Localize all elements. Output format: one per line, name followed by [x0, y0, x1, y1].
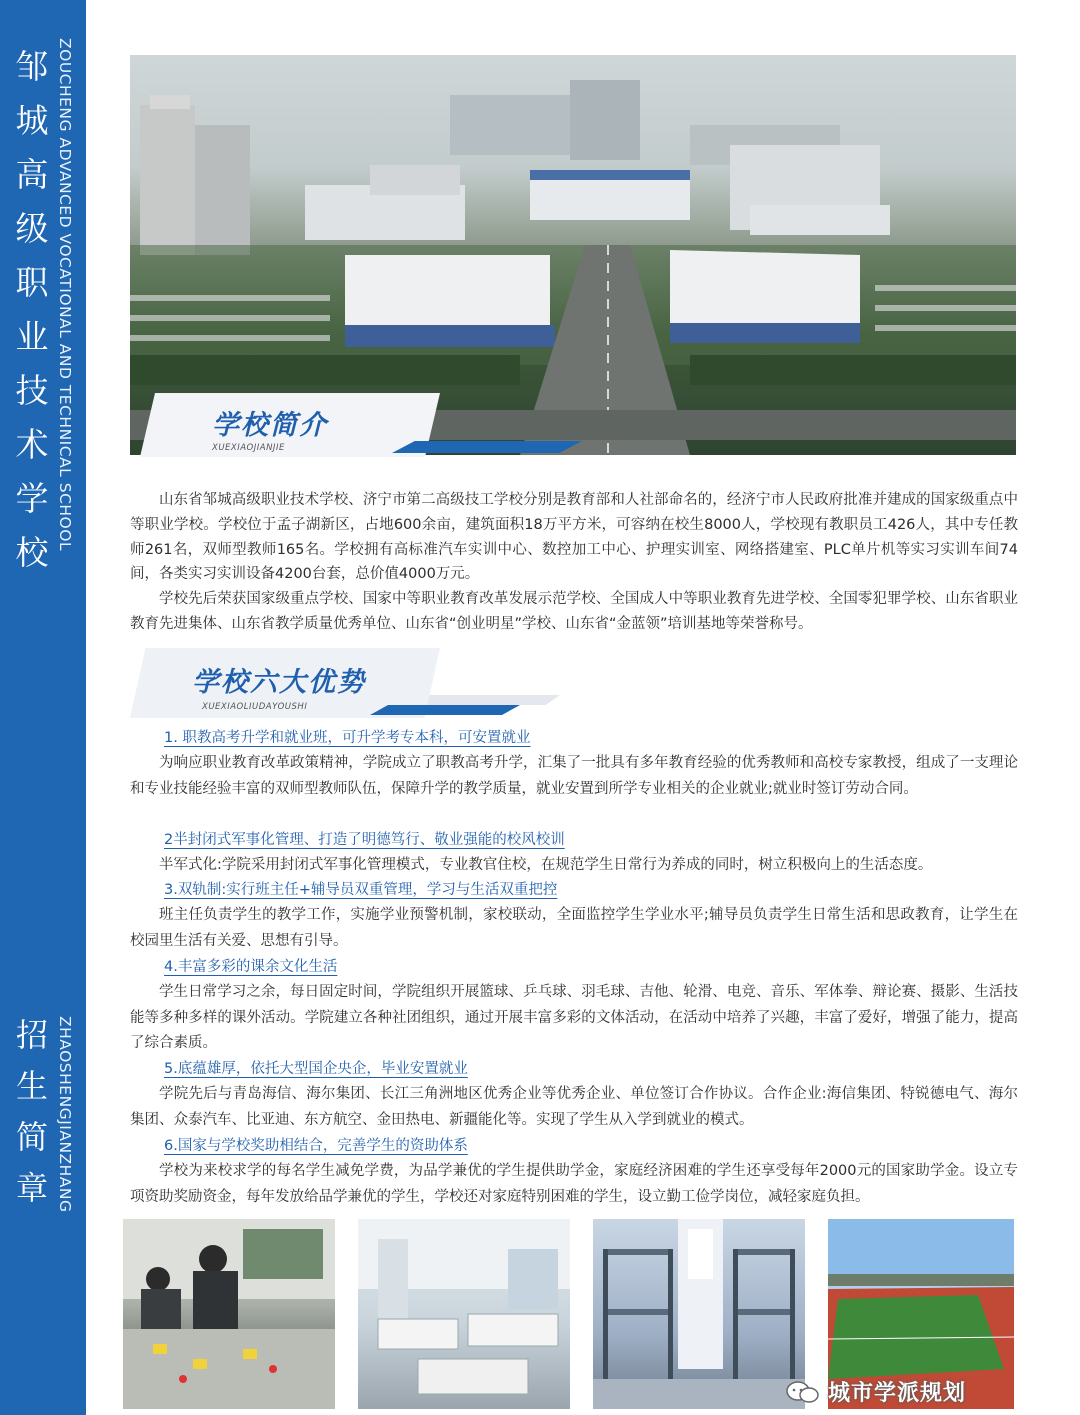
wechat-icon: [786, 1381, 820, 1403]
advantage-heading: 6.国家与学校奖助相结合，完善学生的资助体系: [164, 1138, 468, 1154]
intro-paragraph-2: 学校先后荣获国家级重点学校、国家中等职业教育改革发展示范学校、全国成人中等职业教育先进学校、全国零犯罪学校、山东省职业教育先进集体、山东省教学质量优秀单位、山东省“创业明星”学校、山东省“金蓝领”培训基地等荣誉称号。: [130, 591, 1018, 632]
advantages-subtitle: XUEXIAOLIUDAYOUSHI: [202, 702, 308, 712]
intro-paragraph-1: 山东省邹城高级职业技术学校、济宁市第二高级技工学校分别是教育部和人社部命名的，经济宁市人民政府批准并建成的国家级重点中等职业学校。学校位于孟子湖新区，占地600余亩，建筑面积18万平方米，可容纳在校生8000人，学校现有教职员工426人，其中专任教师261名，双师型教师165名。学校拥有高标准汽车实训中心、数控加工中心、护理实训室、网络搭建室、PLC单片机等实习实训车间74间，各类实习实训设备4200台套，总价值4000万元。: [130, 492, 1018, 583]
advantage-heading: 3.双轨制:实行班主任+辅导员双重管理，学习与生活双重把控: [164, 882, 558, 898]
school-name-en: ZOUCHENG ADVANCED VOCATIONAL AND TECHNICAL SCHOOL: [56, 38, 74, 552]
advantage-body: 班主任负责学生的教学工作，实施学业预警机制，家校联动，全面监控学生学业水平;辅导员负责学生日常生活和思政教育，让学生在校园里生活有关爱、思想有引导。: [130, 907, 1018, 949]
intro-subtitle: XUEXIAOJIANJIE: [212, 443, 285, 453]
advantage-heading: 1. 职教高考升学和就业班，可升学考专本科，可安置就业: [164, 730, 531, 746]
intro-section-heading: [140, 393, 440, 457]
photo-nursing-room: [358, 1219, 570, 1409]
advantages-title: 学校六大优势: [192, 667, 366, 698]
advantages-section-heading: [130, 648, 440, 718]
advantage-body: 学生日常学习之余，每日固定时间，学院组织开展篮球、乒乓球、羽毛球、吉他、轮滑、电竞、音乐、军体拳、辩论赛、摄影、生活技能等多种多样的课外活动。学院建立各种社团组织，通过开展丰富多彩的文体活动，在活动中培养了兴趣，丰富了爱好，增强了能力，提高了综合素质。: [130, 984, 1018, 1051]
sidebar-band: [0, 0, 86, 1415]
brochure-title-en: ZHAOSHENGJIANZHANG: [56, 1016, 74, 1213]
advantage-heading: 4.丰富多彩的课余文化生活: [164, 959, 338, 975]
advantage-body: 半军式化:学院采用封闭式军事化管理模式，专业教官住校，在规范学生日常行为养成的同时，树立积极向上的生活态度。: [159, 857, 933, 873]
photo-dormitory: [593, 1219, 805, 1409]
photo-training-lab: [123, 1219, 335, 1409]
advantage-body: 为响应职业教育改革政策精神，学院成立了职教高考升学，汇集了一批具有多年教育经验的优秀教师和高校专家教授，组成了一支理论和专业技能经验丰富的双师型教师队伍，保障升学的教学质量，就业安置到所学专业相关的企业就业;就业时签订劳动合同。: [130, 755, 1018, 797]
heading-accent-bar: [392, 441, 582, 453]
advantage-body: 学院先后与青岛海信、海尔集团、长江三角洲地区优秀企业等优秀企业、单位签订合作协议。合作企业:海信集团、特锐德电气、海尔集团、众泰汽车、比亚迪、东方航空、金田热电、新疆能化等。实现了学生从入学到就业的模式。: [130, 1086, 1018, 1128]
brochure-title-cn: 招生简章: [15, 1016, 48, 1207]
advantage-heading: 5.底蕴雄厚，依托大型国企央企，毕业安置就业: [164, 1061, 468, 1077]
watermark-text: 城市学派规划: [828, 1381, 967, 1406]
intro-title: 学校简介: [212, 410, 328, 441]
heading-accent-bar: [370, 705, 520, 715]
advantage-body: 学校为来校求学的每名学生减免学费，为品学兼优的学生提供助学金，家庭经济困难的学生还享受每年2000元的国家助学金。设立专项资助奖励资金，每年发放给品学兼优的学生，学校还对家庭特别困难的学生，设立勤工俭学岗位，减轻家庭负担。: [130, 1163, 1018, 1205]
watermark: [786, 1376, 966, 1407]
advantage-heading: 2半封闭式军事化管理、打造了明德笃行、敬业强能的校风校训: [164, 832, 565, 848]
school-name-cn: 邹城高级职业技术学校: [15, 47, 49, 572]
